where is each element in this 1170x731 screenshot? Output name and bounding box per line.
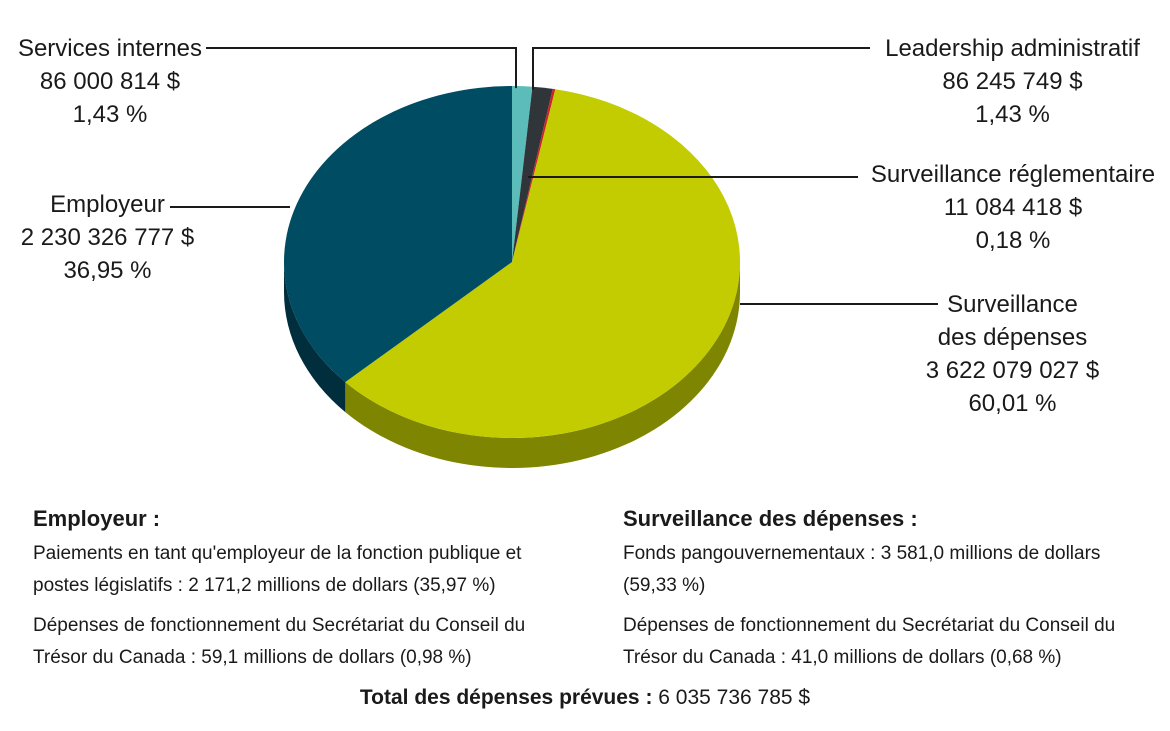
slice-name: Surveillance réglementaire <box>870 161 1156 188</box>
slice-percent: 60,01 % <box>968 390 1057 417</box>
slice-amount: 86 245 749 $ <box>942 68 1083 95</box>
label-employeur <box>5 188 210 287</box>
notes-employeur-heading: Employeur : <box>33 506 161 531</box>
slice-amount: 86 000 814 $ <box>39 68 181 95</box>
slice-percent: 1,43 % <box>72 101 148 128</box>
label-services-internes <box>10 32 210 131</box>
label-surveillance-reglementaire <box>868 158 1158 257</box>
notes-employeur <box>33 504 553 682</box>
label-surveillance-depenses <box>900 288 1125 420</box>
notes-employeur-p1: Paiements en tant qu'employeur de la fonction publique et postes législatifs : 2 171,2 millions de dollars (35,97 %) <box>33 543 522 596</box>
slice-name: Leadership administratif <box>885 35 1140 62</box>
slice-percent: 0,18 % <box>975 227 1051 254</box>
total-planned-spending <box>0 686 1170 710</box>
slice-amount: 2 230 326 777 $ <box>20 224 195 251</box>
leader-services-internes <box>206 48 516 88</box>
notes-depenses-heading: Surveillance des dépenses : <box>623 506 918 531</box>
notes-depenses-p1: Fonds pangouvernementaux : 3 581,0 millions de dollars (59,33 %) <box>623 543 1101 596</box>
slice-name-line1: Surveillance <box>947 291 1078 318</box>
leader-leadership-administratif <box>533 48 870 90</box>
slice-percent: 36,95 % <box>63 257 152 284</box>
slice-name-line2: des dépenses <box>937 324 1088 351</box>
slice-amount: 3 622 079 027 $ <box>925 357 1100 384</box>
slice-name: Services internes <box>17 35 203 62</box>
slice-name: Employeur <box>50 191 165 218</box>
total-value: 6 035 736 785 $ <box>658 686 811 709</box>
label-leadership-administratif <box>875 32 1150 131</box>
notes-depenses-p2: Dépenses de fonctionnement du Secrétariat du Conseil du Trésor du Canada : 41,0 millions de dollars (0,68 %) <box>623 615 1116 668</box>
slice-amount: 11 084 418 $ <box>943 194 1083 221</box>
slice-percent: 1,43 % <box>975 101 1050 128</box>
total-label: Total des dépenses prévues : <box>359 686 653 709</box>
notes-depenses <box>623 504 1123 682</box>
notes-employeur-p2: Dépenses de fonctionnement du Secrétariat du Conseil du Trésor du Canada : 59,1 millions de dollars (0,98 %) <box>33 615 526 668</box>
